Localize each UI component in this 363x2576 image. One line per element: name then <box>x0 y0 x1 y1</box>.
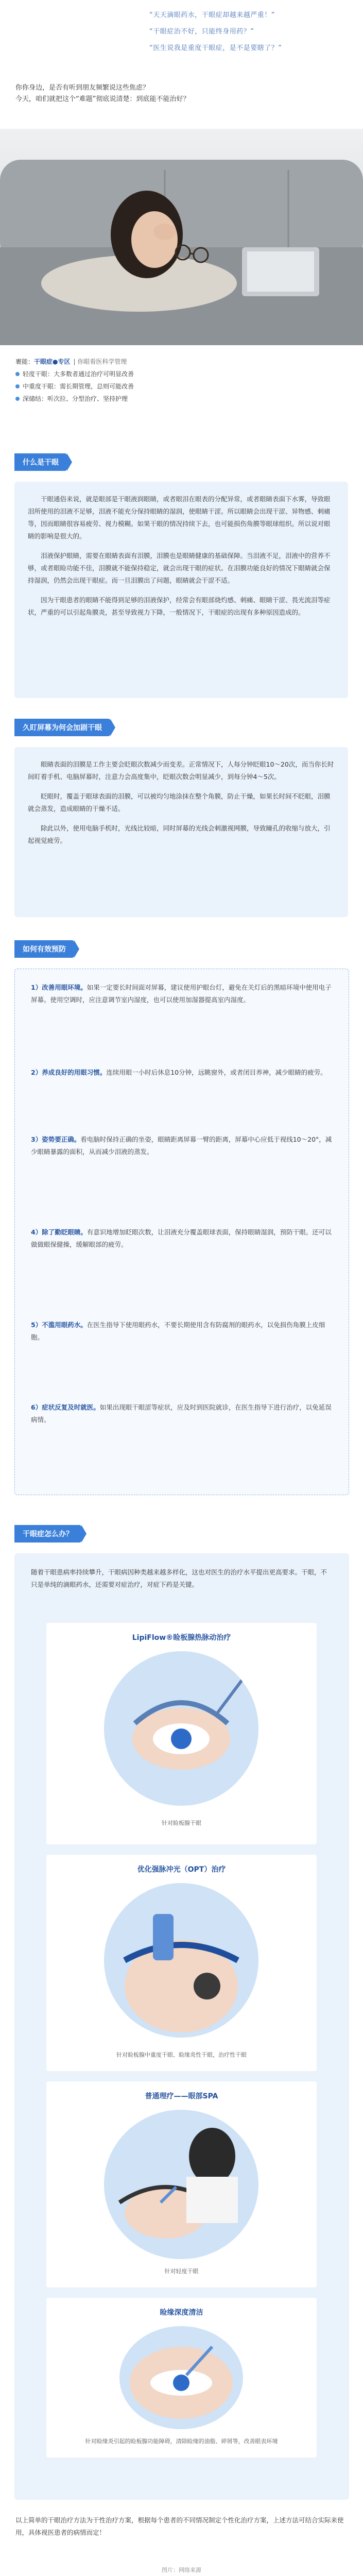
quote-block <box>0 0 363 77</box>
section2-paragraph: 眨眼时，覆盖于眼球表面的泪膜，可以被均匀地涂抹在整个角膜，防止干燥，如果长时间不眨眼，泪膜就会蒸发，造成眼睛的干燥不适。 <box>28 792 331 812</box>
panel-caption: 针对轻度干眼 <box>164 2268 199 2275</box>
panel-title: 优化强脉冲光（OPT）治疗 <box>137 1866 226 1874</box>
bullet-dot-icon <box>15 397 20 401</box>
panel-caption: 针对睑板腺中重度干眼、睑缘炎性干眼，治疗性干眼 <box>116 2052 247 2058</box>
quote-line: “医生说我是重度干眼症，是不是要瞎了？” <box>149 44 282 52</box>
quote-line: “干眼症治不好，只能终身用药？” <box>149 28 254 36</box>
treatment-panel-cleaning <box>46 2298 317 2458</box>
treatment-outro: 以上简单的干眼治疗方法为干性治疗方案，根据每个患者的不同情况制定个性化治疗方案，上述方法可结合实际来使用，具体视医患者的病情而定！ <box>15 2516 344 2536</box>
section1-paragraph: 因为干眼患者的眼睛不能得到足够的泪液保护，经常会有眼部烧灼感、刺痛、眼睛干涩、畏光流泪等症状，严重的可以引起角膜炎，甚至导致视力下降，一般情况下，干眼症的出现有多种原因造成的。 <box>28 596 331 616</box>
meta-item: 轻度干眼：大多数者通过治疗可明显改善 <box>15 368 350 380</box>
quote-line: “天天滴眼药水，干眼症却越来越严重！” <box>149 11 275 19</box>
bullet-dot-icon <box>15 384 20 388</box>
meta-item: 深储结：听次拉、分型治疗、坚持护理 <box>15 393 350 405</box>
eyelid-cleaning-illustration <box>119 2326 243 2429</box>
footer-image-source: 图片：网络来源 <box>162 2567 201 2573</box>
eye-device-illustration <box>104 1651 258 1806</box>
panel-caption: 针对睑板腺干眼 <box>162 1820 201 1826</box>
meta-label-value: 干眼症●专区 <box>34 358 71 365</box>
panel-title: 普通理疗——眼部SPA <box>145 2092 218 2100</box>
section2-paragraph: 除此以外，使用电脑手机时，光线比较暗，同时屏幕的光线会刺激视网膜，导致瞳孔的收缩与放大，引起视觉疲劳。 <box>28 824 331 844</box>
treatment-panel-opt <box>46 1855 317 2071</box>
section1-card <box>14 482 348 698</box>
meta-label-suffix: | 你眼看医科学管理 <box>73 358 127 365</box>
prevention-item: 6）症状反复及时就医。如果出现眼干眼涩等症状，应及时到医院就诊，在医生指导下进行治疗，以免延误病情。 <box>31 1403 332 1423</box>
section2-paragraph: 眼睛表面的泪膜是工作主要会眨眼次数减少而变差。正常情况下，人每分钟眨眼10～20次，而当你长时间盯着手机、电脑屏幕时，注意力会高度集中，眨眼次数会明显减少，到每分钟4～5次。 <box>28 760 334 781</box>
treatment-intro: 随着干眼患病率持续攀升，干眼病因种类越来越多样化，这也对医生的治疗水平提出更高要求。干眼，不只是单纯的滴眼药水，还需要对症治疗，对症下药是关键。 <box>31 1568 327 1588</box>
ipl-face-illustration <box>104 1883 258 2038</box>
panel-title: LipiFlow®睑板腺热脉动治疗 <box>132 1634 231 1642</box>
section-title-prevention: 如何有效预防 <box>14 940 74 958</box>
hero-photo <box>0 129 363 345</box>
section2-card <box>14 747 348 917</box>
section-title-screen-dry-eye: 久盯屏幕为何会加剧干眼 <box>14 719 110 736</box>
prevention-item: 1）改善用眼环境。如果一定要长时间面对屏幕，建议使用护眼台灯，避免在关灯后的黑暗环境中使用电子屏幕。使用空调时，应注意调节室内湿度，也可以使用加湿器提高室内湿度。 <box>31 984 332 1004</box>
section-title-treatment: 干眼症怎么办？ <box>14 1525 81 1543</box>
woman-on-sofa-illustration <box>0 129 363 345</box>
meta-label-prefix: 裹能： <box>15 358 34 365</box>
section-title-what-is-dry-eye: 什么是干眼 <box>14 453 67 471</box>
intro-text <box>15 82 350 105</box>
prevention-item: 4）除了勤眨眼睛。有意识地增加眨眼次数，让泪液充分覆盖眼球表面，保持眼睛湿润，预防干眼。还可以做做眼保健操，缓解眼部的疲劳。 <box>31 1228 332 1248</box>
section1-paragraph: 泪液保护眼睛，需要在眼睛表面有泪膜，泪膜也是眼睛健康的基础保障。当泪液不足，泪液中的营养不够，或者眼睑功能不佳，泪膜就不能保持稳定，就会出现干眼的症状。在泪膜功能良好的情况下眼睛就会保持湿润，仍然会出现干眼症。而一旦泪膜出了问题，眼睛就会干涩不适。 <box>28 552 331 584</box>
article-meta <box>15 355 350 405</box>
meta-header <box>15 355 350 368</box>
panel-title: 睑缘深度清洁 <box>160 2309 203 2317</box>
intro-line: 你你身边，是否有听到朋友频繁说这些焦虑？ <box>15 84 150 92</box>
treatment-panel-lipiflow <box>46 1623 317 1844</box>
intro-line: 今天，咱们就把这个“难题”彻底说清楚：到底能不能治好？ <box>15 95 190 103</box>
prevention-item: 2）养成良好的用眼习惯。连续用眼一小时后休息10分钟，远眺窗外，或者闭目养神，减少眼睛的疲劳。 <box>31 1069 327 1076</box>
prevention-item: 3）姿势要正确。看电脑时保持正确的坐姿，眼睛距离屏幕一臂的距离，屏幕中心应低于视线10～20°，减少眼睛暴露的面积，从而减少泪液的蒸发。 <box>31 1136 332 1156</box>
prevention-item: 5）不滥用眼药水。在医生指导下使用眼药水，不要长期使用含有防腐剂的眼药水，以免损伤角膜上皮细胞。 <box>31 1321 325 1341</box>
treatment-panel-spa <box>46 2081 317 2287</box>
bullet-dot-icon <box>15 372 20 376</box>
section1-paragraph: 干眼通俗来说，就是眼部是干眼液润眼睛，或者眼泪在眼表的分配异常，或者眼睛表面下水雾，导致眼泪所使用的泪液不足够，泪液不能充分保持眼睛的湿润，使眼睛干涩。所以眼睛会出现干涩、异物感、刺痛等，因而眼睛很容易疲劳、视力模糊。如果干眼的情况持续下去，也可能损伤角膜等眼球组织。所以说对眼睛的影响是很大的。 <box>28 495 331 540</box>
panel-caption: 针对睑缘炎引起的睑板腺功能障碍，清除睑缘的油脂、碎屑等，改善眼表环境 <box>85 2438 278 2445</box>
eye-spa-illustration <box>104 2110 258 2259</box>
meta-item: 中重度干眼：需长期管理，总则可能改善 <box>15 380 350 393</box>
